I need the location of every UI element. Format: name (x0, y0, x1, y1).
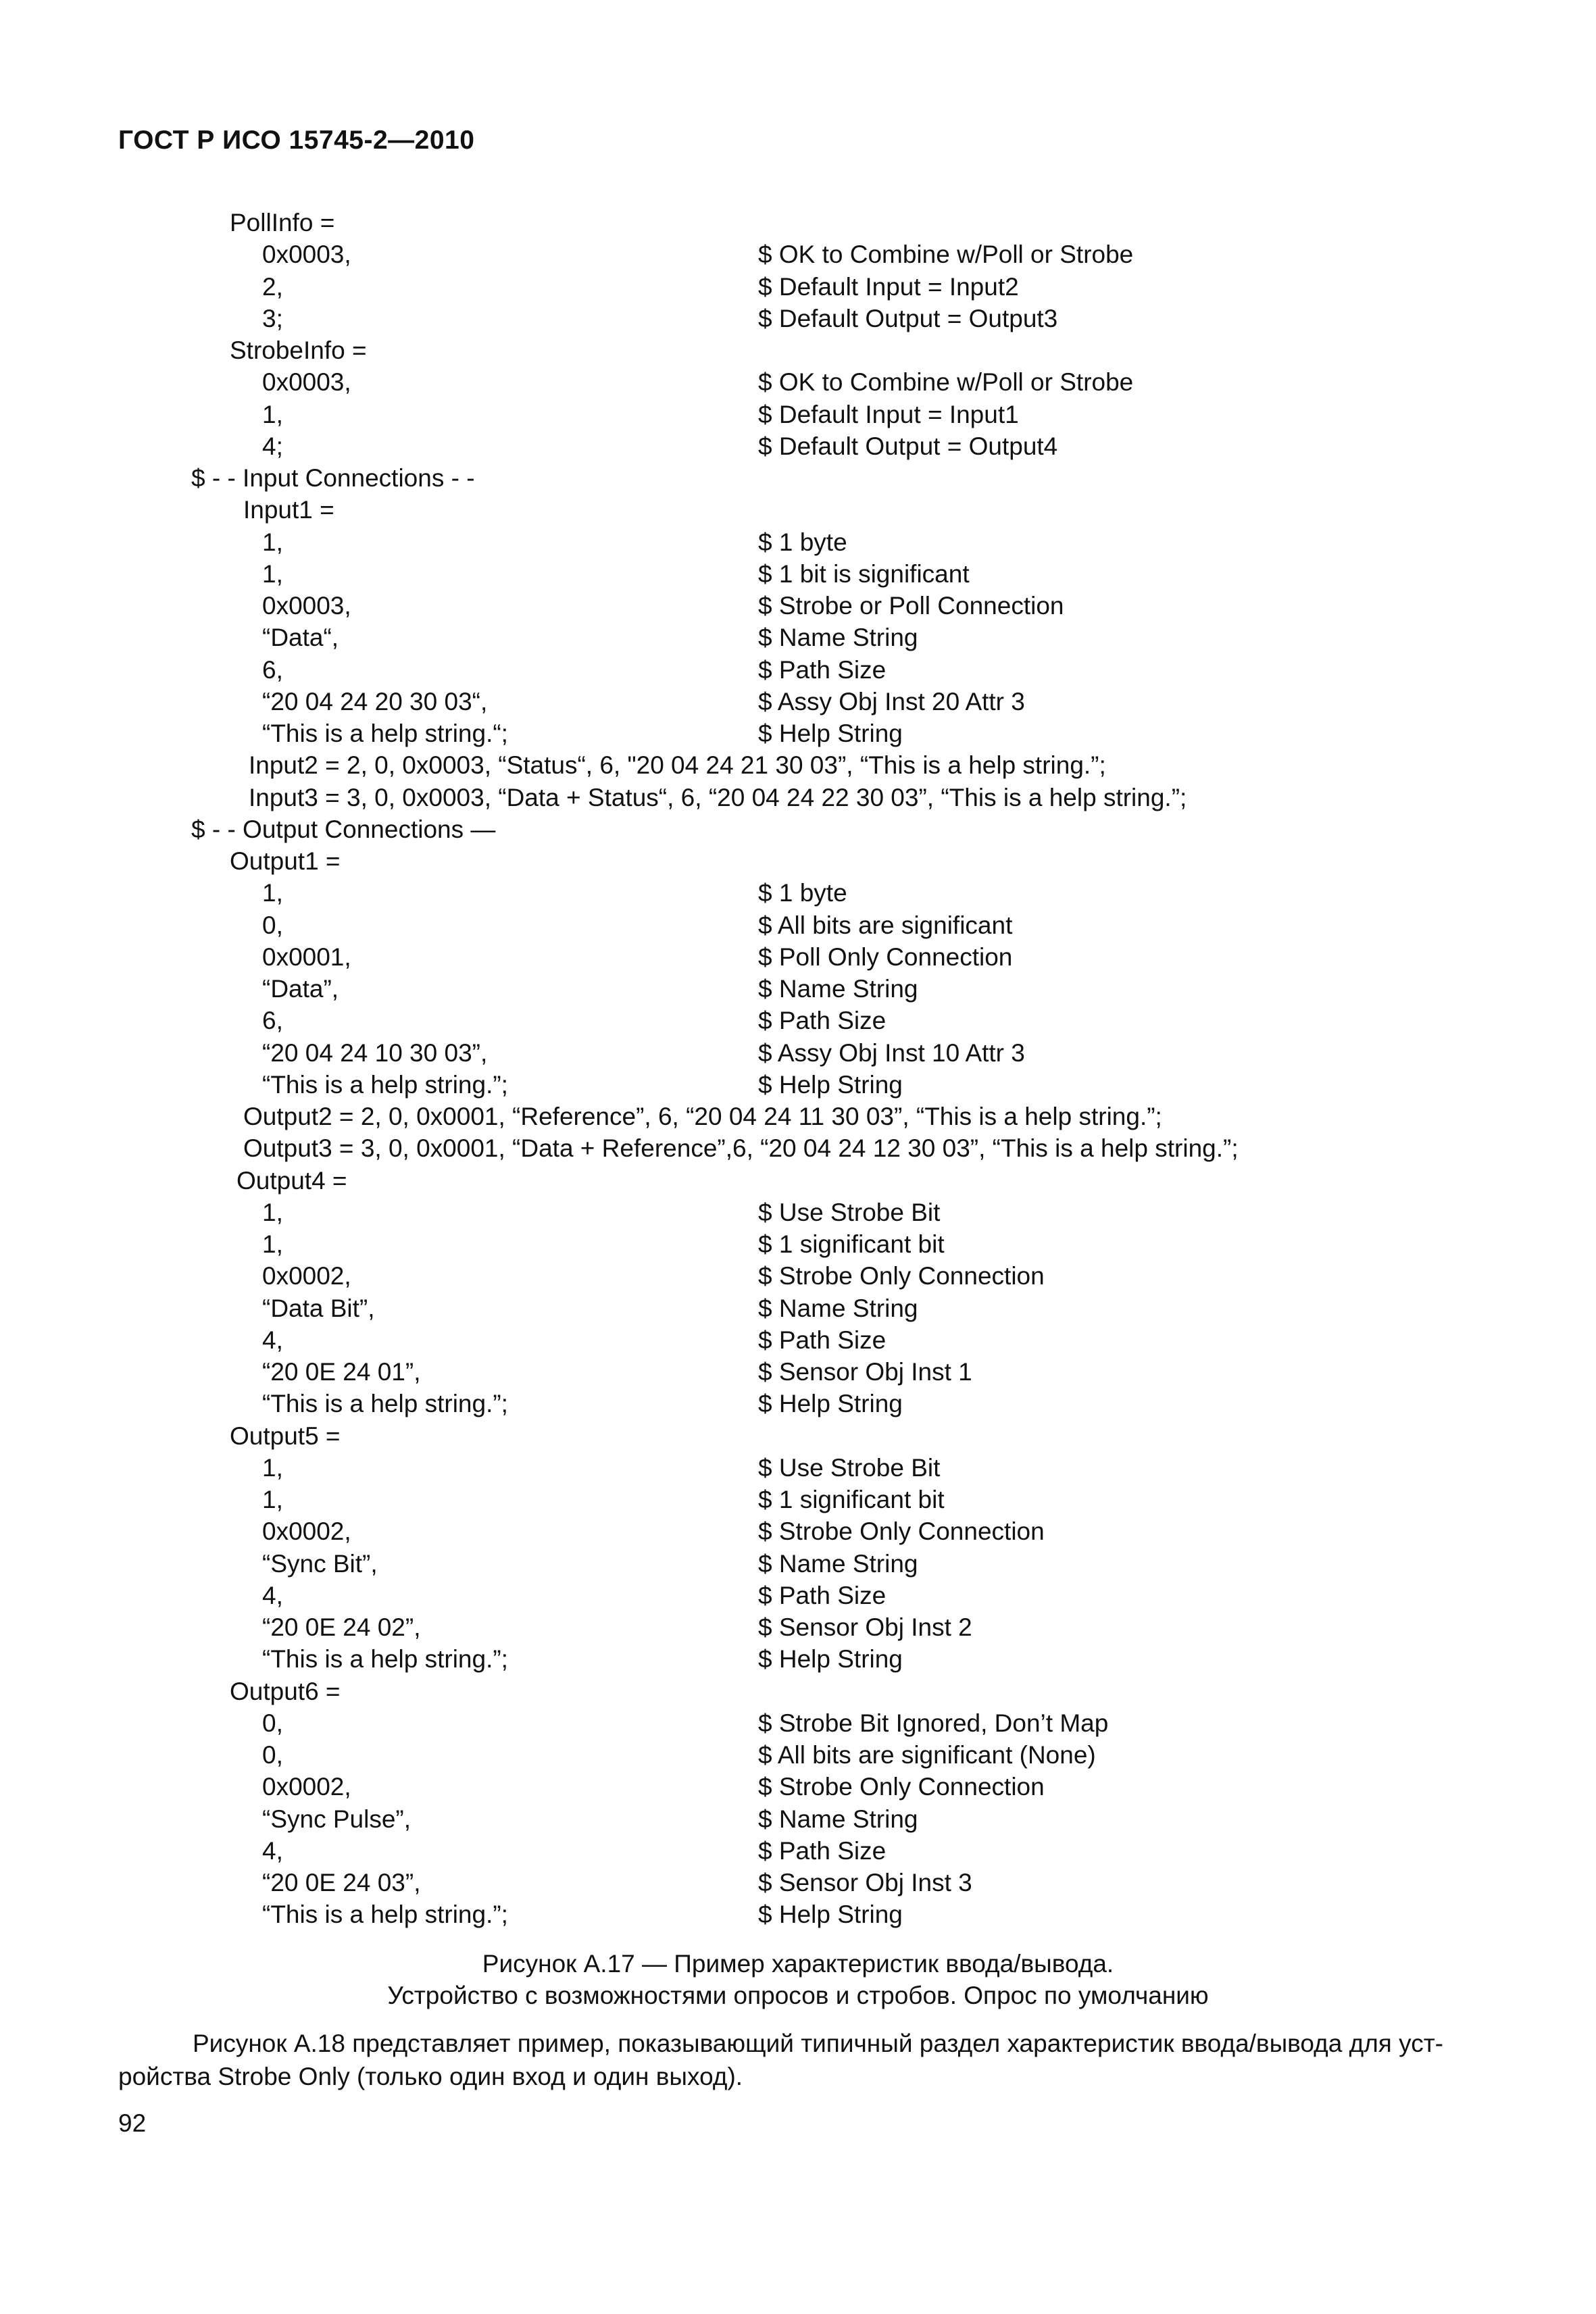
code-text: 0x0003, (262, 592, 351, 620)
code-line (0, 526, 1596, 558)
code-text: “This is a help string.“; (262, 720, 508, 747)
document-header: ГОСТ Р ИСО 15745-2—2010 (118, 126, 475, 155)
figure-caption-line-1: Рисунок А.17 — Пример характеристик ввода/вывода. (482, 1950, 1114, 1978)
code-line (0, 1388, 1596, 1419)
code-comment: $ Path Size (758, 1581, 887, 1609)
code-comment: $ 1 byte (758, 528, 847, 556)
code-line (0, 1611, 1596, 1643)
code-text: “Data“, (262, 624, 339, 652)
code-comment: $ Help String (758, 720, 903, 747)
code-text: Input1 = (243, 496, 334, 524)
code-line (0, 909, 1596, 941)
code-text: 0x0002, (262, 1517, 351, 1546)
code-text: Input2 = 2, 0, 0x0003, “Status“, 6, "20 04 24 21 30 03”, “This is a help string.”; (249, 751, 1106, 780)
code-text: 0x0003, (262, 241, 351, 269)
code-line (0, 749, 1596, 781)
code-text: 1, (262, 1486, 283, 1513)
code-text: 0x0001, (262, 942, 351, 971)
code-line (0, 462, 1596, 494)
code-text: “20 04 24 20 30 03“, (262, 687, 488, 715)
code-line (0, 1676, 1596, 1707)
code-comment: $ Sensor Obj Inst 1 (758, 1358, 972, 1386)
code-line (0, 1867, 1596, 1898)
code-line (0, 558, 1596, 590)
code-comment: $ Path Size (758, 1007, 887, 1035)
paragraph-line-2: ройства Strobe Only (только один вход и один выход). (118, 2063, 743, 2090)
code-line (0, 622, 1596, 653)
code-text: Output1 = (230, 847, 341, 875)
page-number: 92 (118, 2109, 147, 2137)
code-line (0, 1356, 1596, 1388)
code-line (0, 1324, 1596, 1356)
code-comment: $ 1 bit is significant (758, 559, 970, 588)
code-text: Output3 = 3, 0, 0x0001, “Data + Reference”,6, “20 04 24 12 30 03”, “This is a help string.”; (243, 1134, 1239, 1163)
code-line (0, 590, 1596, 622)
code-comment: $ Strobe Only Connection (758, 1773, 1045, 1801)
code-line (0, 271, 1596, 303)
code-line (0, 782, 1596, 813)
code-text: Output6 = (230, 1677, 341, 1705)
code-text: 1, (262, 1230, 283, 1258)
code-line (0, 654, 1596, 686)
code-line (0, 238, 1596, 270)
code-line (0, 494, 1596, 526)
code-comment: $ Assy Obj Inst 10 Attr 3 (758, 1038, 1025, 1067)
code-text: 1, (262, 559, 283, 588)
code-line (0, 1452, 1596, 1484)
code-line (0, 1037, 1596, 1069)
code-comment: $ Help String (758, 1645, 903, 1674)
code-line (0, 1484, 1596, 1515)
code-text: 1, (262, 879, 283, 907)
code-line (0, 1228, 1596, 1260)
code-comment: $ Sensor Obj Inst 3 (758, 1869, 972, 1896)
code-text: $ - - Input Connections - - (191, 464, 475, 492)
code-text: 0, (262, 911, 283, 939)
code-text: Input3 = 3, 0, 0x0003, “Data + Status“, 6, “20 04 24 22 30 03”, “This is a help string.”; (249, 783, 1187, 811)
code-text: 1, (262, 1453, 283, 1482)
code-text: 6, (262, 655, 283, 684)
code-comment: $ Name String (758, 1805, 918, 1833)
code-comment: $ Sensor Obj Inst 2 (758, 1613, 972, 1641)
code-text: 0x0003, (262, 368, 351, 397)
code-line (0, 686, 1596, 718)
code-comment: $ Strobe Only Connection (758, 1517, 1045, 1546)
code-text: “20 0E 24 01”, (262, 1358, 421, 1386)
code-line (0, 973, 1596, 1005)
code-comment: $ Default Input = Input1 (758, 400, 1019, 428)
code-text: “20 04 24 10 30 03”, (262, 1038, 488, 1067)
code-text: “This is a help string.”; (262, 1070, 508, 1099)
code-comment: $ 1 significant bit (758, 1486, 945, 1513)
code-line (0, 845, 1596, 877)
code-text: 0x0002, (262, 1262, 351, 1290)
code-line (0, 1707, 1596, 1739)
code-text: “This is a help string.”; (262, 1390, 508, 1418)
code-comment: $ Help String (758, 1070, 903, 1099)
figure-caption-line-2: Устройство с возможностями опросов и стробов. Опрос по умолчанию (387, 1982, 1209, 2009)
code-text: Output2 = 2, 0, 0x0001, “Reference”, 6, “20 04 24 11 30 03”, “This is a help string.”; (243, 1103, 1162, 1130)
code-text: 4; (262, 432, 283, 460)
body-paragraph (118, 2027, 1478, 2093)
code-line (0, 1260, 1596, 1292)
code-comment: $ Strobe Only Connection (758, 1262, 1045, 1290)
code-line (0, 1548, 1596, 1580)
code-text: 0, (262, 1709, 283, 1737)
code-text: 4, (262, 1326, 283, 1354)
code-line (0, 430, 1596, 462)
code-comment: $ All bits are significant (758, 911, 1013, 939)
code-text: “20 0E 24 02”, (262, 1613, 421, 1641)
code-line (0, 366, 1596, 398)
code-line (0, 1739, 1596, 1771)
code-comment: $ Use Strobe Bit (758, 1453, 941, 1482)
code-line (0, 1292, 1596, 1324)
code-text: “This is a help string.”; (262, 1645, 508, 1674)
code-line (0, 877, 1596, 909)
code-text: 3; (262, 304, 283, 332)
code-line (0, 1898, 1596, 1930)
code-comment: $ Poll Only Connection (758, 942, 1013, 971)
code-line (0, 941, 1596, 973)
code-line (0, 1420, 1596, 1452)
code-line (0, 1132, 1596, 1164)
code-text: “Sync Bit”, (262, 1549, 378, 1578)
code-comment: $ OK to Combine w/Poll or Strobe (758, 241, 1134, 269)
paragraph-line-1: Рисунок А.18 представляет пример, показывающий типичный раздел характеристик ввода/вывода для уст- (193, 2030, 1443, 2057)
code-comment: $ Default Input = Input2 (758, 272, 1019, 301)
code-text: $ - - Output Connections — (191, 815, 496, 843)
code-comment: $ All bits are significant (None) (758, 1741, 1096, 1769)
code-comment: $ Strobe Bit Ignored, Don’t Map (758, 1709, 1109, 1737)
code-line (0, 1069, 1596, 1101)
code-comment: $ Help String (758, 1390, 903, 1418)
code-text: 1, (262, 400, 283, 428)
code-comment: $ Default Output = Output4 (758, 432, 1058, 460)
code-text: 1, (262, 528, 283, 556)
code-comment: $ Path Size (758, 655, 887, 684)
code-line (0, 303, 1596, 334)
code-text: Output5 = (230, 1422, 341, 1450)
code-comment: $ 1 byte (758, 879, 847, 907)
code-comment: $ Name String (758, 1549, 918, 1578)
code-comment: $ Name String (758, 1294, 918, 1322)
code-line (0, 1005, 1596, 1036)
code-text: StrobeInfo = (230, 336, 367, 364)
code-comment: $ Default Output = Output3 (758, 304, 1058, 332)
code-text: 6, (262, 1007, 283, 1035)
code-comment: $ Name String (758, 975, 918, 1003)
code-line (0, 1165, 1596, 1197)
code-comment: $ Path Size (758, 1326, 887, 1354)
code-comment: $ 1 significant bit (758, 1230, 945, 1258)
code-line (0, 207, 1596, 238)
code-line (0, 1580, 1596, 1611)
code-line (0, 718, 1596, 749)
code-comment: $ OK to Combine w/Poll or Strobe (758, 368, 1134, 397)
code-line (0, 334, 1596, 366)
code-text: 4, (262, 1836, 283, 1865)
code-comment: $ Help String (758, 1901, 903, 1929)
code-line (0, 813, 1596, 845)
code-text: “Sync Pulse”, (262, 1805, 412, 1833)
code-text: “Data”, (262, 975, 339, 1003)
code-text: PollInfo = (230, 209, 335, 236)
code-line (0, 1835, 1596, 1867)
code-text: “20 0E 24 03”, (262, 1869, 421, 1896)
code-line (0, 1771, 1596, 1803)
code-line (0, 1643, 1596, 1675)
code-text: Output4 = (236, 1166, 347, 1194)
code-text: “This is a help string.”; (262, 1901, 508, 1929)
code-comment: $ Path Size (758, 1836, 887, 1865)
code-text: 4, (262, 1581, 283, 1609)
code-line (0, 1197, 1596, 1228)
code-text: 2, (262, 272, 283, 301)
code-text: 0, (262, 1741, 283, 1769)
code-line (0, 399, 1596, 430)
code-comment: $ Use Strobe Bit (758, 1198, 941, 1226)
code-line (0, 1803, 1596, 1835)
code-comment: $ Strobe or Poll Connection (758, 592, 1064, 620)
code-comment: $ Assy Obj Inst 20 Attr 3 (758, 687, 1025, 715)
code-line (0, 1101, 1596, 1132)
code-text: 0x0002, (262, 1773, 351, 1801)
code-text: “Data Bit”, (262, 1294, 375, 1322)
code-text: 1, (262, 1198, 283, 1226)
code-line (0, 1515, 1596, 1547)
code-comment: $ Name String (758, 624, 918, 652)
